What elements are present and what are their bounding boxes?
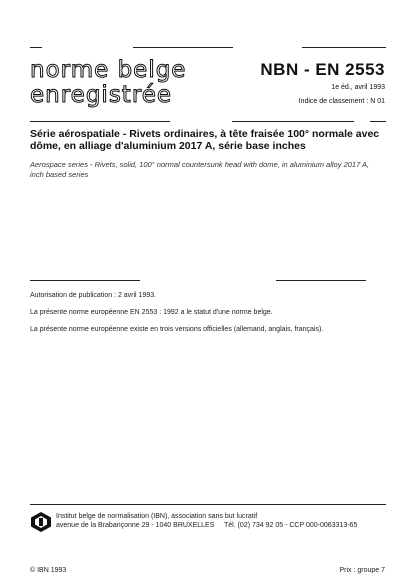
top-rule-right xyxy=(302,47,386,48)
edition-date: 1e éd., avril 1993 xyxy=(331,84,385,91)
mid-rule-right xyxy=(276,280,366,281)
brand-line-2: enregistrée xyxy=(30,82,173,108)
top-rule-left xyxy=(30,47,42,48)
classification-index: Indice de classement : N 01 xyxy=(298,98,385,105)
institute-name: Institut belge de normalisation (IBN), association sans but lucratif xyxy=(56,513,258,520)
standard-number: NBN - EN 2553 xyxy=(260,60,385,79)
top-rule-center xyxy=(133,47,233,48)
versions-text: La présente norme européenne existe en trois versions officielles (allemand, anglais, français). xyxy=(30,326,324,333)
title-rule-right xyxy=(232,121,354,122)
authorization-text: Autorisation de publication : 2 avril 1993. xyxy=(30,292,157,299)
ibn-logo-icon xyxy=(30,511,52,533)
mid-rule-left xyxy=(30,280,140,281)
title-rule-left xyxy=(30,121,170,122)
bottom-rule xyxy=(30,504,386,505)
price-group: Prix : groupe 7 xyxy=(339,567,385,574)
institute-address: avenue de la Brabançonne 29 - 1040 BRUXELLES Tél. (02) 734 92 05 - CCP 000-0063313-65 xyxy=(56,522,358,529)
status-text: La présente norme européenne EN 2553 : 1992 a le statut d'une norme belge. xyxy=(30,309,273,316)
title-rule-end xyxy=(370,121,386,122)
brand-wordmark xyxy=(30,58,186,108)
copyright: © IBN 1993 xyxy=(30,567,67,574)
document-title-en: Aerospace series - Rivets, solid, 100° normal countersunk head with dome, in aluminium alloy 2017 A, inch based series xyxy=(30,160,370,179)
document-title-fr: Série aérospatiale - Rivets ordinaires, à tête fraisée 100° normale avec dôme, en alliage d'aluminium 2017 A, série base inches xyxy=(30,128,380,152)
brand-line-1: norme belge xyxy=(30,57,187,83)
